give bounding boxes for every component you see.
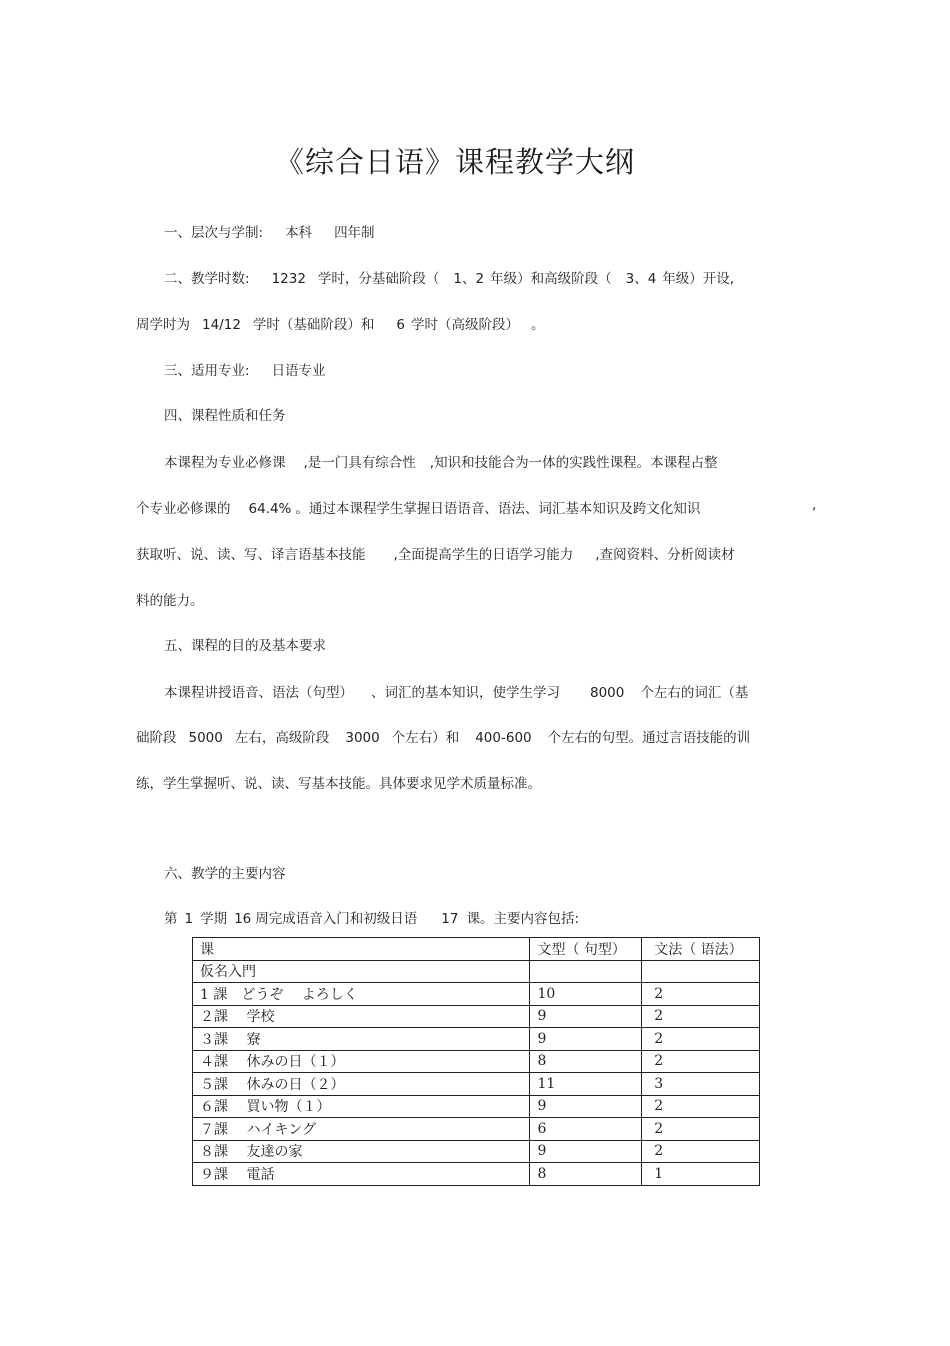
table-cell-lesson: 仮名入門 (193, 960, 530, 983)
table-cell-grammar: 2 (642, 983, 760, 1006)
table-header-row (193, 938, 760, 961)
table-cell-patterns: 9 (530, 1005, 642, 1028)
table-row (193, 960, 760, 983)
section-1-line (164, 221, 375, 241)
table-cell-patterns (530, 960, 642, 983)
table-row (193, 1140, 760, 1163)
section-5-text: 本课程讲授语音、语法（句型） (164, 685, 353, 701)
table-cell-lesson: ５課 休みの日（２） (193, 1073, 530, 1096)
semester-number: 1 (184, 911, 194, 927)
section-6-line-1 (164, 907, 579, 927)
section-2-text-d: 1、2 (453, 271, 485, 287)
table-row (193, 1118, 760, 1141)
section-4-text: 个专业必修课的 (136, 501, 231, 517)
section-6-text: 学期 (200, 911, 228, 927)
section-2-text-g: 年级）开设, (662, 271, 735, 287)
table-row (193, 1005, 760, 1028)
section-5-text: 、词汇的基本知识，使学生学习 (371, 685, 560, 701)
table-cell-grammar (642, 960, 760, 983)
section-4-text: 获取听、说、读、写、译言语基本技能 (136, 547, 366, 563)
section-2-line-2 (136, 313, 545, 333)
table-cell-patterns: 9 (530, 1095, 642, 1118)
section-6-text: 周完成语音入门和初级日语 (255, 911, 418, 927)
table-row (193, 983, 760, 1006)
section-2-text-f: 3、4 (625, 271, 657, 287)
section-2-line-1 (164, 267, 734, 287)
table-row (193, 1073, 760, 1096)
table-cell-patterns: 6 (530, 1118, 642, 1141)
total-vocabulary: 8000 (590, 685, 625, 701)
section-2-text-c: 学时，分基础阶段（ (317, 271, 440, 287)
table-cell-grammar: 2 (642, 1118, 760, 1141)
section-2-text-e: 年级）和高级阶段（ (490, 271, 612, 287)
table-cell-lesson: ２課 学校 (193, 1005, 530, 1028)
section-4-text: ,查阅资料、分析阅读材 (595, 547, 735, 563)
section-4-text: ,全面提高学生的日语学习能力 (393, 547, 574, 563)
section-6-heading: 六、教学的主要内容 (164, 866, 286, 882)
table-cell-patterns: 9 (530, 1140, 642, 1163)
section-4-text: 本课程为专业必修课 (164, 455, 286, 471)
section-2-label: 二、教学时数: (164, 271, 250, 287)
section-1-value-2: 四年制 (334, 225, 375, 241)
section-1-label: 一、层次与学制: (164, 225, 264, 241)
total-hours: 1232 (271, 271, 306, 287)
section-5-heading: 五、课程的目的及基本要求 (164, 638, 326, 654)
table-header-cell: 文型（ 句型） (530, 938, 642, 961)
section-2-text-l: 学时（高级阶段） (411, 317, 519, 333)
table-row (193, 1095, 760, 1118)
section-5-text: 个左右的句型。通过言语技能的训 (547, 730, 751, 746)
section-1-value-1: 本科 (285, 225, 313, 241)
table-cell-grammar: 1 (642, 1163, 760, 1186)
section-4-heading: 四、课程性质和任务 (164, 408, 286, 424)
table-row (193, 1050, 760, 1073)
table-cell-grammar: 3 (642, 1073, 760, 1096)
table-cell-patterns: 8 (530, 1163, 642, 1186)
table-cell-patterns: 10 (530, 983, 642, 1006)
section-4-text: 。通过本课程学生掌握日语语音、语法、词汇基本知识及跨文化知识 (295, 501, 701, 517)
section-2-text-h: 周学时为 (136, 317, 190, 333)
section-4-text: ,知识和技能合为一体的实践性课程。本课程占整 (429, 455, 718, 471)
table-cell-lesson: ６課 買い物（１） (193, 1095, 530, 1118)
section-6-text: 课。主要内容包括: (466, 911, 580, 927)
table-cell-lesson: ４課 休みの日（１） (193, 1050, 530, 1073)
table-cell-patterns: 8 (530, 1050, 642, 1073)
table-cell-lesson: 1 課 どうぞ よろしく (193, 983, 530, 1006)
table-cell-grammar: 2 (642, 1050, 760, 1073)
table-header-cell: 文法（ 语法） (642, 938, 760, 961)
section-5-line-3: 练，学生掌握听、说、读、写基本技能。具体要求见学术质量标准。 (136, 776, 541, 792)
section-4-line-3 (136, 543, 735, 563)
table-cell-lesson: ９課 電話 (193, 1163, 530, 1186)
section-5-text: 个左右的词汇（基 (640, 685, 749, 701)
table-cell-grammar: 2 (642, 1095, 760, 1118)
section-5-line-2 (136, 726, 750, 746)
section-4-line-4: 料的能力。 (136, 593, 204, 609)
table-cell-grammar: 2 (642, 1140, 760, 1163)
sentence-pattern-range: 400-600 (475, 730, 532, 746)
table-cell-grammar: 2 (642, 1005, 760, 1028)
basic-vocabulary: 5000 (188, 730, 223, 746)
required-course-percentage: 64.4% (248, 501, 292, 517)
table-row (193, 1163, 760, 1186)
section-4-text: ,是一门具有综合性 (303, 455, 416, 471)
table-cell-lesson: ８課 友達の家 (193, 1140, 530, 1163)
week-count: 16 (234, 911, 252, 927)
section-2-text-m: 。 (531, 317, 545, 333)
section-5-text: 础阶段 (136, 730, 177, 746)
section-3-line (164, 359, 326, 379)
section-5-text: 左右，高级阶段 (234, 730, 330, 746)
course-table (192, 937, 760, 1186)
weekly-hours-advanced: 6 (396, 317, 405, 333)
section-4-line-2 (136, 497, 700, 517)
section-6-text: 第 (164, 911, 178, 927)
table-cell-patterns: 9 (530, 1028, 642, 1051)
section-5-text: 个左右）和 (391, 730, 460, 746)
table-header-cell: 课 (193, 938, 530, 961)
table-cell-patterns: 11 (530, 1073, 642, 1096)
table-cell-lesson: ３課 寮 (193, 1028, 530, 1051)
section-4-line-1 (164, 451, 718, 471)
section-3-value: 日语专业 (271, 363, 326, 379)
advanced-vocabulary: 3000 (345, 730, 380, 746)
section-3-label: 三、适用专业: (164, 363, 250, 379)
section-4-comma: , (812, 497, 817, 513)
section-2-text-j: 学时（基础阶段）和 (252, 317, 375, 333)
table-cell-grammar: 2 (642, 1028, 760, 1051)
section-5-line-1 (164, 681, 748, 701)
weekly-hours-basic: 14/12 (202, 317, 241, 333)
document-title: 《综合日语》课程教学大纲 (274, 145, 635, 179)
table-cell-lesson: ７課 ハイキング (193, 1118, 530, 1141)
lesson-count: 17 (441, 911, 459, 927)
table-row (193, 1028, 760, 1051)
